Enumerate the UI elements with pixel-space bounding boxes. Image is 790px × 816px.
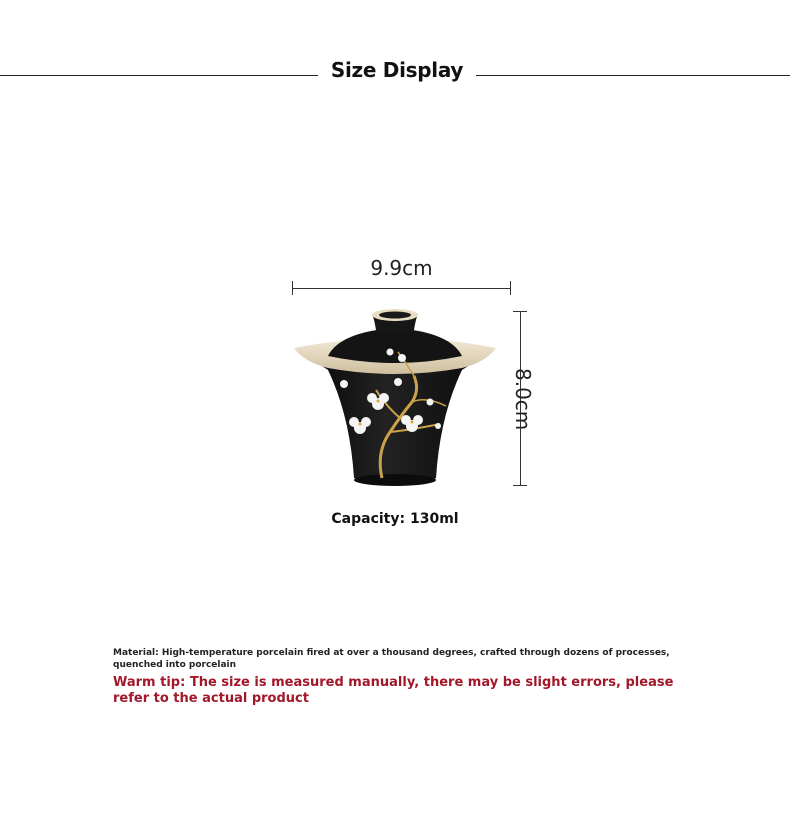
width-dimension-tick-left [292,281,293,295]
title-rule-left [0,75,318,76]
warm-tip-note: Warm tip: The size is measured manually, there may be slight errors, please refer to the actual product [113,675,674,706]
height-dimension-label: 8.0cm [511,368,535,431]
width-dimension-line [292,288,511,289]
page-title: Size Display [330,58,464,82]
product-image-gaiwan [290,306,500,492]
width-dimension-tick-right [510,281,511,295]
width-dimension-label: 9.9cm [370,256,433,280]
title-rule-right [476,75,790,76]
material-description: Material: High-temperature porcelain fired at over a thousand degrees, crafted through dozens of processes, quenched into porcelain [113,648,670,670]
capacity-label: Capacity: 130ml [331,511,459,527]
height-dimension-tick-bottom [513,485,527,486]
height-dimension-tick-top [513,311,527,312]
